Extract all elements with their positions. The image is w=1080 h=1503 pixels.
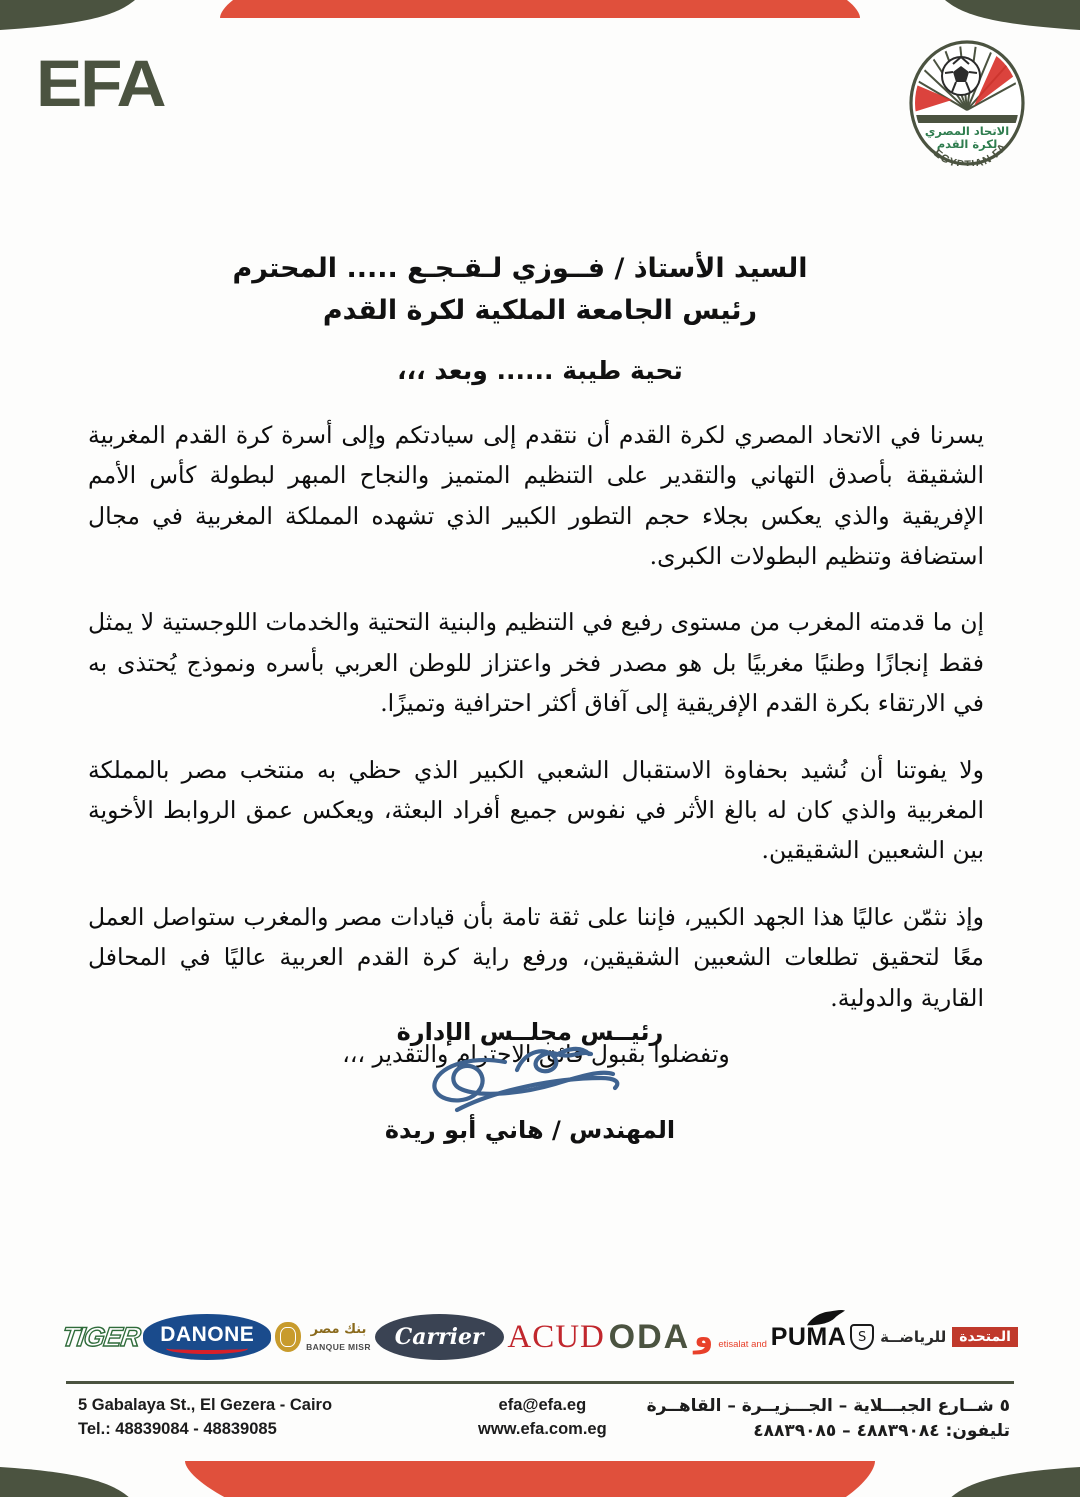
footer-tel-en: Tel.: 48839084 - 48839085 bbox=[78, 1419, 277, 1438]
acud-wordmark: ACUD bbox=[507, 1318, 605, 1355]
banner-red-center-bottom bbox=[185, 1461, 875, 1503]
sponsor-logo-strip bbox=[59, 1306, 1018, 1368]
footer-email[interactable]: efa@efa.eg bbox=[498, 1396, 587, 1414]
handwritten-signature-icon bbox=[0, 1040, 1080, 1120]
salutation-title: رئيس الجامعة الملكية لكرة القدم bbox=[322, 294, 758, 326]
top-banner bbox=[0, 0, 1080, 40]
footer-address-ar: ٥ شــارع الجبـــلاية – الجـــزيــرة – القاهــرة bbox=[646, 1396, 1010, 1416]
efa-wordmark: EFA bbox=[36, 46, 165, 120]
footer-address-en: 5 Gabalaya St., El Gezera - Cairo bbox=[78, 1396, 333, 1414]
banque-misr-label-en: BANQUE MISR bbox=[306, 1342, 371, 1352]
tiger-wordmark: TIGER bbox=[59, 1321, 142, 1352]
signature-title: رئيــس مجلــس الإدارة bbox=[396, 1018, 664, 1046]
svg-text:لكرة القدم: لكرة القدم bbox=[936, 137, 998, 151]
letterhead bbox=[0, 40, 1080, 185]
united-sports-label-ar: للرياضــة bbox=[880, 1328, 947, 1346]
footer-tel-ar: تليفون: ٤٨٨٣٩٠٨٤ – ٤٨٨٣٩٠٨٥ bbox=[753, 1420, 1010, 1441]
banner-green-right bbox=[945, 0, 1080, 30]
sponsor-logo-danone bbox=[143, 1309, 271, 1365]
banner-green-left bbox=[0, 0, 135, 30]
signature-name: المهندس / هاني أبو ريدة bbox=[384, 1116, 676, 1144]
sponsor-logo-oda bbox=[609, 1309, 691, 1365]
united-sports-badge-icon: S bbox=[850, 1324, 874, 1350]
sponsor-logo-banque-misr bbox=[275, 1309, 371, 1365]
closing-line: وتفضلوا بقبول فائق الاحترام والتقدير ،،، bbox=[342, 1039, 730, 1068]
paragraph-list bbox=[0, 415, 1080, 1075]
footer-web-block bbox=[478, 1394, 607, 1442]
footer-address-ar-block bbox=[647, 1394, 1010, 1443]
puma-wordmark: PUMA bbox=[770, 1322, 847, 1351]
banque-misr-seal-icon bbox=[275, 1322, 301, 1352]
paragraph: إن ما قدمته المغرب من مستوى رفيع في التنظيم والبنية التحتية والخدمات اللوجستية لا يمثل فقط إنجازًا وطنيًا مغربيًا بل هو مصدر فخر واعتزاز للوطن العربي بأسره ونموذج يُحتذى به في الارتقاء بكرة القدم الإفريقية إلى آفاق أكثر احترافية وتميزًا. bbox=[88, 608, 984, 718]
paragraph: وإذ نثمّن عاليًا هذا الجهد الكبير، فإننا على ثقة تامة بأن قيادات مصر والمغرب ستواصل العمل معًا لتحقيق تطلعات الشعبين الشقيقين، ورفع راية كرة القدم العربية عاليًا في المحافل القارية والدولية. bbox=[88, 902, 984, 1012]
egyptian-fa-crest-icon bbox=[904, 40, 1030, 166]
salutation-addressee: السيد الأستاذ / فــوزي لـقـجـع ..... المحترم bbox=[232, 253, 808, 284]
etisalat-label: etisalat and bbox=[718, 1338, 767, 1350]
united-sports-label-red: المتحدة bbox=[952, 1327, 1018, 1347]
paragraph: ولا يفوتنا أن نُشيد بحفاوة الاستقبال الشعبي الكبير الذي حظي به منتخب مصر بالمملكة المغربية والذي كان له بالغ الأثر في نفوس جميع أفراد البعثة، ويعكس عمق الروابط الأخوية بين الشعبين الشقيقين. bbox=[88, 755, 984, 865]
carrier-wordmark: Carrier bbox=[375, 1314, 504, 1360]
sponsor-logo-puma bbox=[771, 1309, 847, 1365]
sponsor-logo-etisalat bbox=[694, 1309, 767, 1365]
signature-block bbox=[0, 1018, 1080, 1144]
svg-text:EGYPTIAN FA: EGYPTIAN FA bbox=[931, 140, 1010, 166]
danone-wordmark: DANONE bbox=[143, 1314, 271, 1360]
banner-red-center bbox=[220, 0, 860, 18]
footer-divider bbox=[66, 1381, 1014, 1384]
puma-cat-icon bbox=[804, 1309, 848, 1327]
svg-text:الاتحاد المصري: الاتحاد المصري bbox=[924, 124, 1010, 138]
footer-contacts bbox=[0, 1390, 1080, 1448]
salutation-block bbox=[0, 248, 1080, 332]
sponsor-logo-carrier bbox=[375, 1309, 504, 1365]
letter-body bbox=[0, 248, 1080, 1074]
paragraph: يسرنا في الاتحاد المصري لكرة القدم أن نتقدم إلى سيادتكم وإلى أسرة كرة القدم المغربية الشقيقة بأصدق التهاني والتقدير على التنظيم المتميز والنجاح المبهر لبطولة كأس الأمم الإفريقية والذي يعكس بجلاء حجم التطور الكبير الذي تشهده المملكة المغربية في مجال استضافة وتنظيم البطولات الكبرى. bbox=[88, 420, 984, 570]
sponsor-logo-tiger bbox=[59, 1309, 142, 1365]
banque-misr-label-ar: بنك مصر bbox=[310, 1322, 367, 1338]
greeting-line: تحية طيبة ...... وبعد ،،، bbox=[397, 355, 683, 385]
footer-address-en-block bbox=[78, 1394, 332, 1442]
footer-website[interactable]: www.efa.com.eg bbox=[478, 1419, 607, 1438]
sponsor-logo-united-sports bbox=[850, 1309, 1018, 1365]
bottom-banner bbox=[0, 1445, 1080, 1503]
etisalat-mark-icon: و bbox=[693, 1318, 714, 1355]
oda-wordmark: ODA bbox=[608, 1317, 691, 1356]
sponsor-logo-acud bbox=[507, 1309, 605, 1365]
